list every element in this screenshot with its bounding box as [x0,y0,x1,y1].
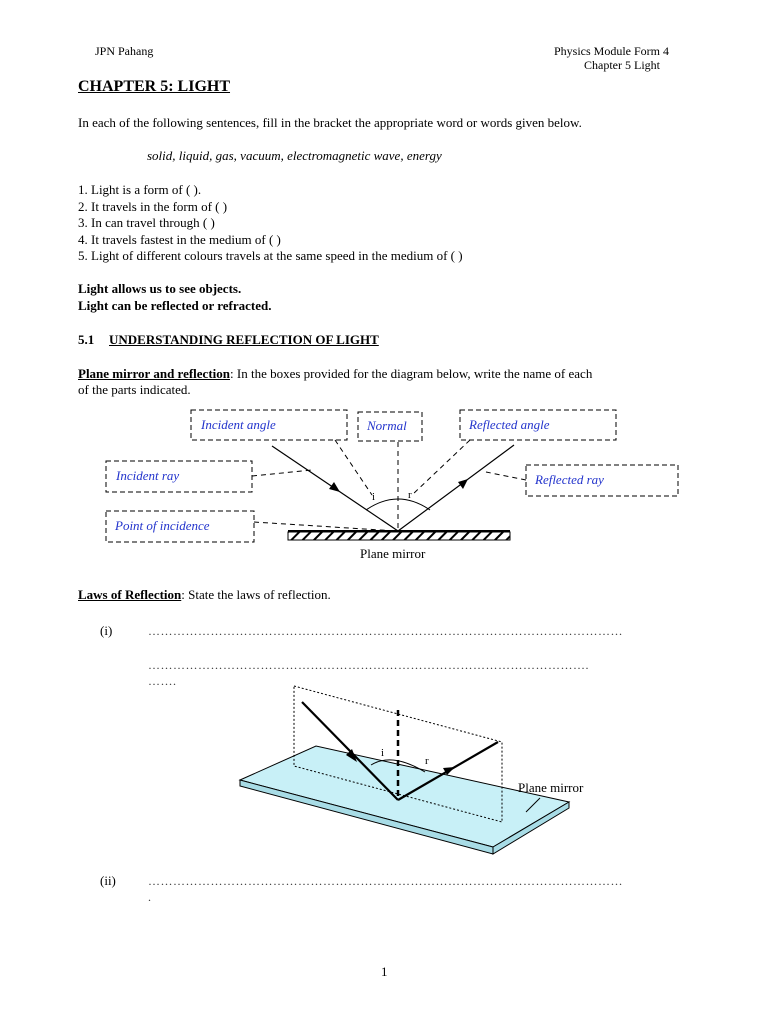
angle-i-3d: i [381,747,385,759]
plane-mirror-text-line2: of the parts indicated. [78,382,191,397]
incident-ray-arrow [329,482,340,492]
question-item: 1. Light is a form of ( ). [78,182,202,197]
question-item: 3. In can travel through ( ) [78,215,215,230]
normal-label: Normal [367,418,407,433]
section-number: 5.1 [78,332,95,347]
incident-angle-pointer [335,440,372,495]
reflected-angle-pointer [412,440,470,495]
point-of-incidence-pointer [254,522,396,531]
law-item-2-marker: (ii) [100,873,116,888]
word-bank: solid, liquid, gas, vacuum, electromagnetic wave, energy [147,148,442,163]
incident-ray-label: Incident ray [116,468,180,483]
plane-mirror-3d-label: Plane mirror [518,780,584,795]
law-1-answer-line-2[interactable]: ……………………………………………………………………………………………. [148,658,589,672]
chapter-title: CHAPTER 5: LIGHT [78,78,231,95]
laws-heading: Laws of Reflection [78,587,182,602]
law-1-answer-line-1[interactable]: …………………………………………………………………………………………………… [148,624,623,638]
angle-i-label: i [372,491,376,503]
question-item: 4. It travels fastest in the medium of ( ) [78,232,281,247]
law-item-1-marker: (i) [100,623,113,638]
reflected-ray-pointer [486,472,526,480]
law-2-answer-line-2[interactable]: . [148,890,152,904]
page-number: 1 [381,964,388,979]
section-title: UNDERSTANDING REFLECTION OF LIGHT [109,332,379,347]
incident-angle-label: Incident angle [201,417,276,432]
laws-paragraph [78,587,331,603]
header-right-line1: Physics Module Form 4 [554,44,670,58]
angle-r-3d: r [425,755,429,767]
reflected-ray-line [398,445,514,531]
plane-mirror-label: Plane mirror [360,546,426,561]
incident-ray-pointer [252,470,312,476]
statement-reflected-refracted: Light can be reflected or refracted. [78,298,272,313]
header-right-line2: Chapter 5 Light [584,58,660,72]
instruction-text: In each of the following sentences, fill in the bracket the appropriate word or words given below. [78,115,582,130]
point-of-incidence-label: Point of incidence [115,518,210,533]
law-1-answer-line-3[interactable]: ……. [148,674,177,688]
mirror-3d-diagram [0,680,768,860]
laws-text: : State the laws of reflection. [181,587,331,602]
reflected-ray-arrow [458,479,468,489]
angle-r-label: r [408,489,412,501]
statement-see-objects: Light allows us to see objects. [78,281,242,296]
reflected-angle-label: Reflected angle [469,417,550,432]
header-left: JPN Pahang [95,44,154,58]
reflected-ray-label: Reflected ray [535,472,604,487]
plane-mirror-heading: Plane mirror and reflection [78,366,231,381]
law-2-answer-line-1[interactable]: …………………………………………………………………………………………………… [148,874,623,888]
question-item: 5. Light of different colours travels at the same speed in the medium of ( ) [78,248,463,263]
plane-mirror-text: : In the boxes provided for the diagram below, write the name of each [230,366,593,381]
plane-mirror-paragraph [78,366,592,382]
reflection-diagram [0,400,768,570]
question-item: 2. It travels in the form of ( ) [78,199,228,214]
plane-mirror-shape [288,532,510,540]
